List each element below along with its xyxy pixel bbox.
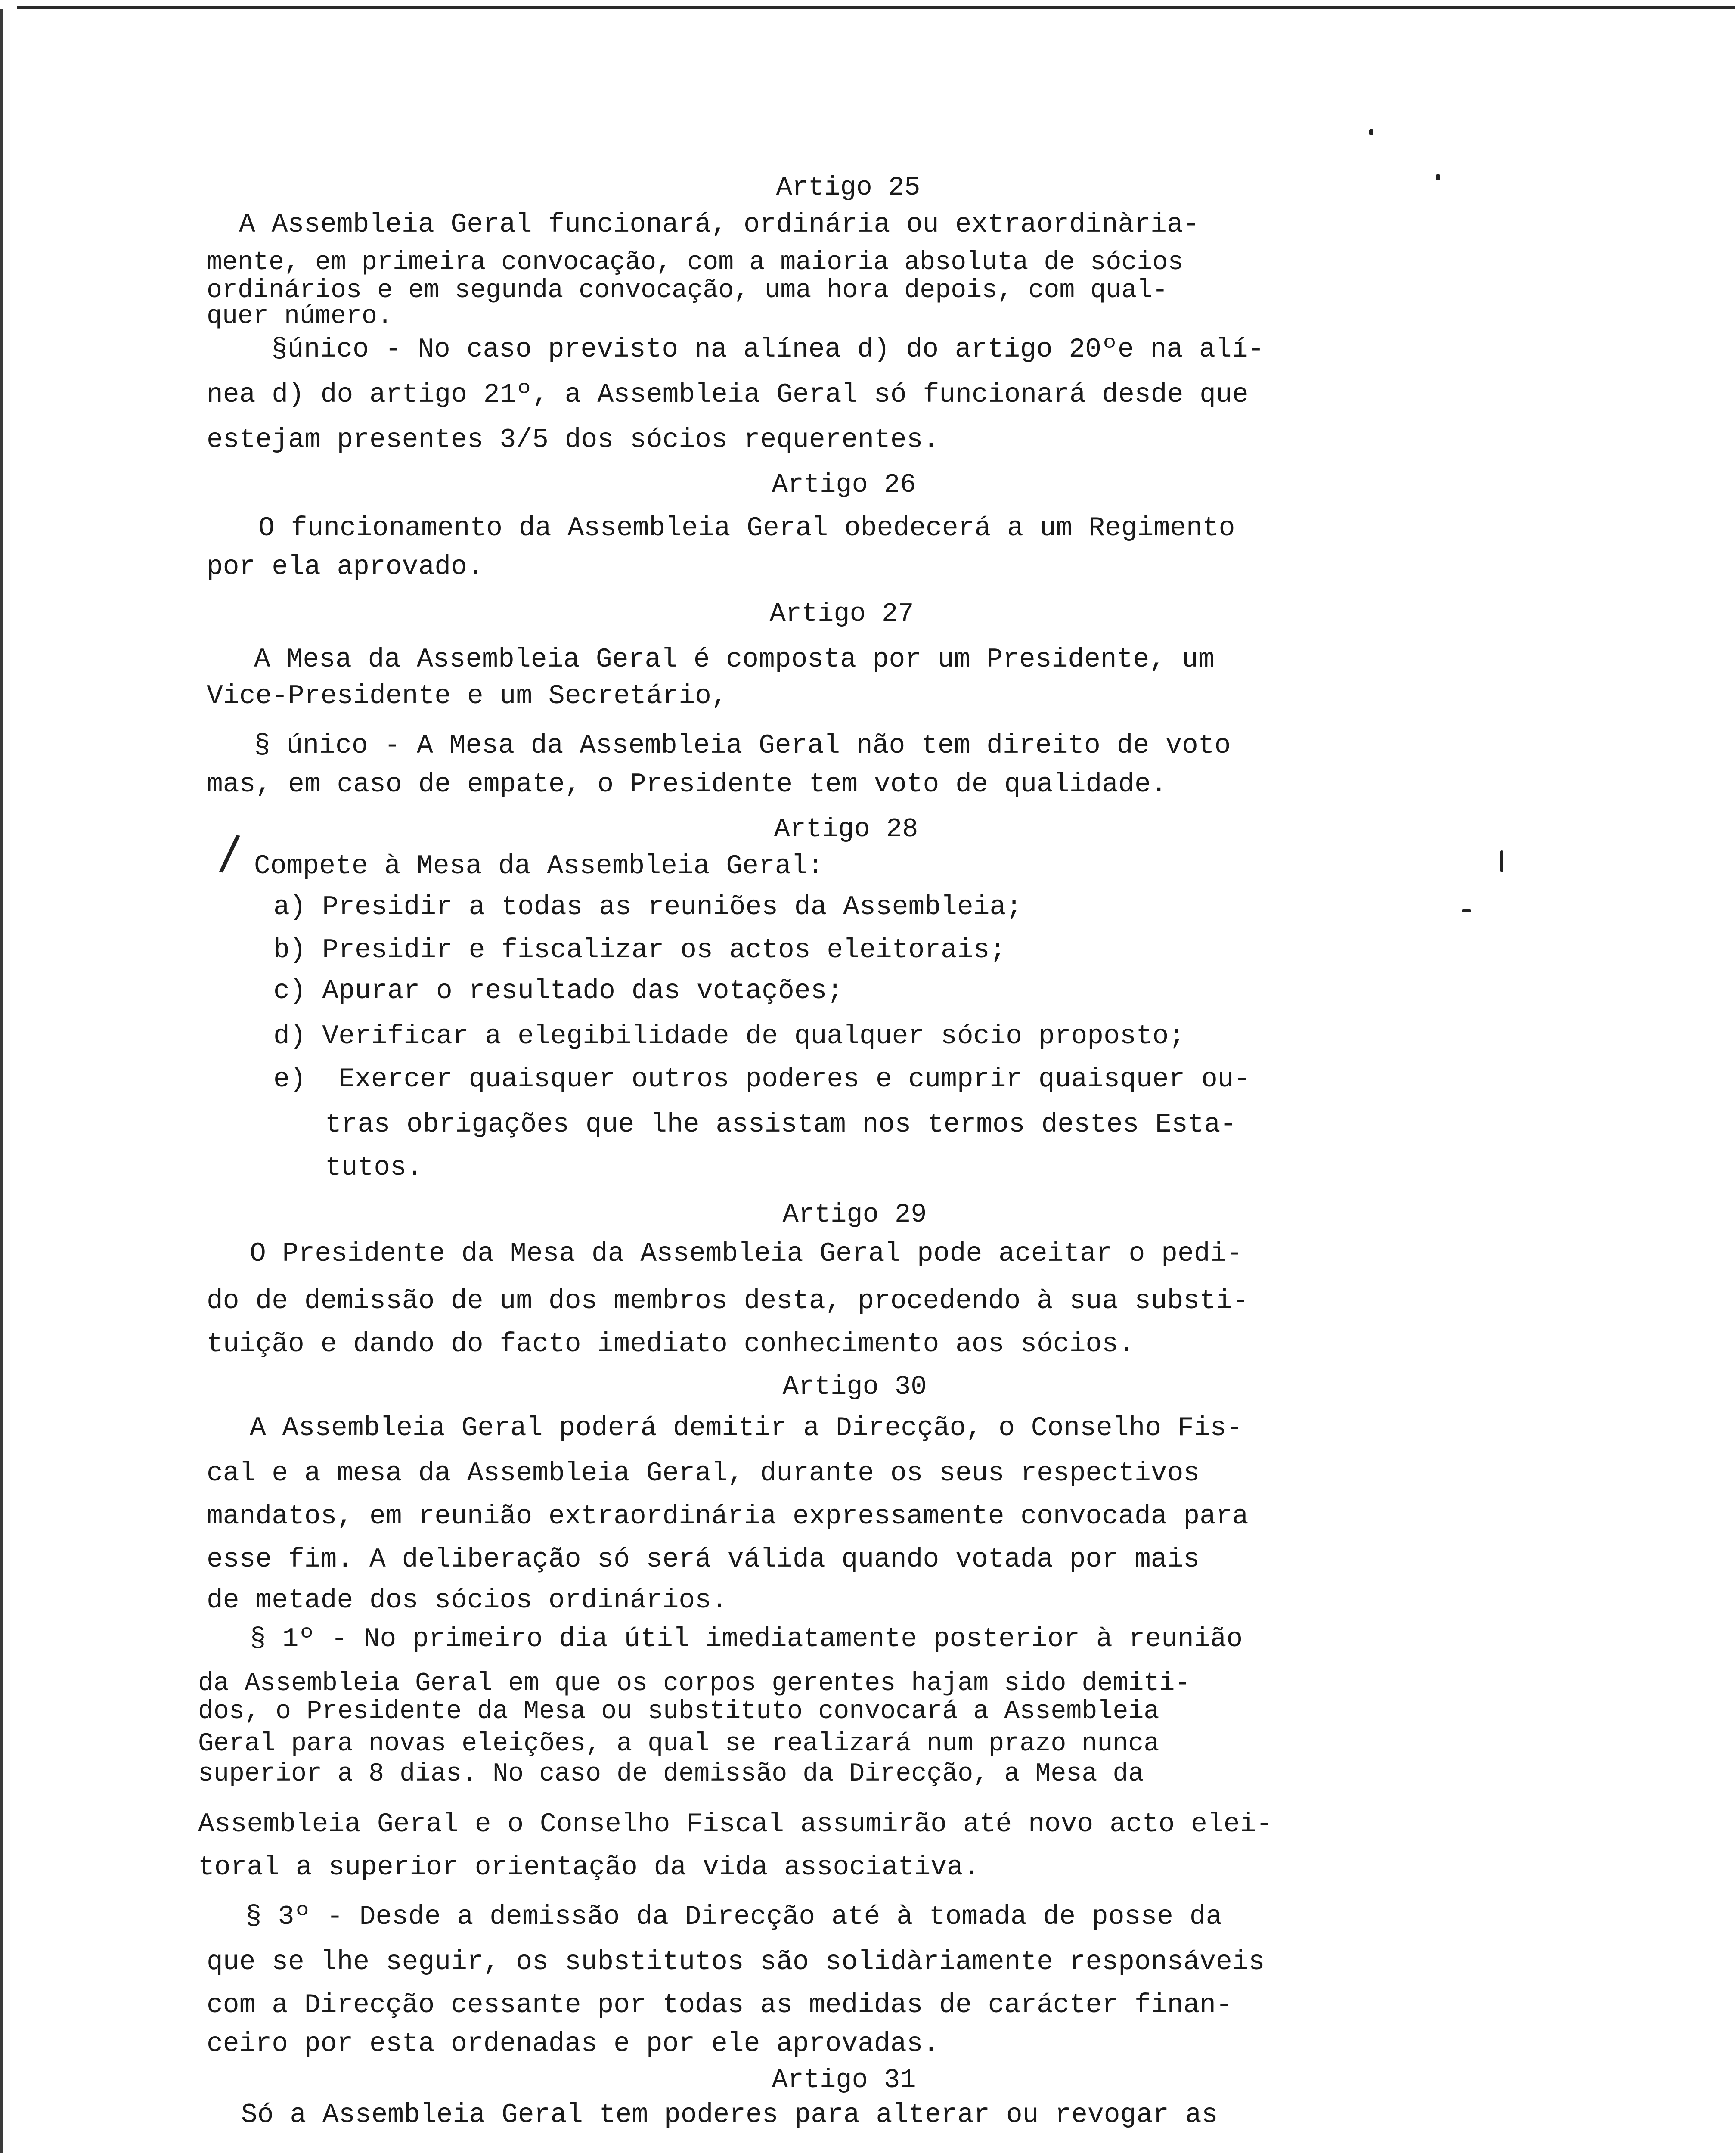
article-heading: Artigo 27 <box>769 599 914 629</box>
text-line: quer número. <box>207 302 393 331</box>
article-heading: Artigo 29 <box>782 1199 927 1230</box>
scan-speck <box>1436 174 1440 180</box>
text-line: A Assembleia Geral poderá demitir a Direcção, o Conselho Fis- <box>250 1413 1243 1443</box>
text-line: dos, o Presidente da Mesa ou substituto convocará a Assembleia <box>198 1697 1159 1726</box>
text-line: de metade dos sócios ordinários. <box>207 1585 728 1616</box>
article-heading: Artigo 28 <box>774 814 918 844</box>
text-line: por ela aprovado. <box>207 552 484 582</box>
text-line: Geral para novas eleições, a qual se realizará num prazo nunca <box>198 1729 1159 1759</box>
text-line: tuição e dando do facto imediato conhecimento aos sócios. <box>207 1329 1135 1359</box>
article-heading: Artigo 25 <box>776 172 921 203</box>
list-item: c) Apurar o resultado das votações; <box>273 976 843 1006</box>
text-line: A Mesa da Assembleia Geral é composta por um Presidente, um <box>254 644 1215 675</box>
text-line: §único - No caso previsto na alínea d) do artigo 20ºe na alí- <box>271 334 1265 365</box>
text-line: mente, em primeira convocação, com a maioria absoluta de sócios <box>207 248 1184 277</box>
scan-speck <box>1369 129 1373 135</box>
text-line: § 3º - Desde a demissão da Direcção até à tomada de posse da <box>245 1902 1222 1932</box>
text-line: com a Direcção cessante por todas as medidas de carácter finan- <box>207 1990 1232 2020</box>
text-line: Vice-Presidente e um Secretário, <box>207 681 728 711</box>
text-line: que se lhe seguir, os substitutos são solidàriamente responsáveis <box>207 1947 1265 1977</box>
text-line: A Assembleia Geral funcionará, ordinária ou extraordinària- <box>239 209 1200 240</box>
list-item-continuation: tras obrigações que lhe assistam nos termos destes Esta- <box>325 1109 1237 1140</box>
text-line: O Presidente da Mesa da Assembleia Geral pode aceitar o pedi- <box>250 1238 1243 1269</box>
text-line: mas, em caso de empate, o Presidente tem voto de qualidade. <box>207 769 1167 800</box>
margin-bracket-mark: / <box>218 824 242 881</box>
text-line: § único - A Mesa da Assembleia Geral não tem direito de voto <box>254 730 1231 761</box>
article-heading: Artigo 30 <box>782 1371 927 1402</box>
list-item: a) Presidir a todas as reuniões da Assembleia; <box>273 892 1023 922</box>
article-heading: Artigo 31 <box>772 2065 916 2095</box>
article-heading: Artigo 26 <box>772 469 916 500</box>
text-line: O funcionamento da Assembleia Geral obedecerá a um Regimento <box>258 513 1235 543</box>
scan-top-border <box>17 6 1735 9</box>
text-line: ceiro por esta ordenadas e por ele aprovadas. <box>207 2029 939 2059</box>
list-item: d) Verificar a elegibilidade de qualquer sócio proposto; <box>273 1021 1185 1052</box>
text-line: da Assembleia Geral em que os corpos gerentes hajam sido demiti- <box>198 1669 1190 1698</box>
text-line: Só a Assembleia Geral tem poderes para alterar ou revogar as <box>241 2100 1218 2130</box>
scan-speck <box>1500 850 1503 872</box>
text-line: cal e a mesa da Assembleia Geral, durante os seus respectivos <box>207 1458 1200 1489</box>
text-line: nea d) do artigo 21º, a Assembleia Geral só funcionará desde que <box>207 379 1249 410</box>
list-item: e) Exercer quaisquer outros poderes e cumprir quaisquer ou- <box>273 1064 1250 1095</box>
text-line: Assembleia Geral e o Conselho Fiscal assumirão até novo acto elei- <box>198 1809 1273 1840</box>
scan-left-border <box>0 9 3 2153</box>
list-item-continuation: tutos. <box>325 1152 423 1183</box>
text-line: superior a 8 dias. No caso de demissão da Direcção, a Mesa da <box>198 1759 1144 1789</box>
text-line: esse fim. A deliberação só será válida quando votada por mais <box>207 1544 1200 1575</box>
text-line: mandatos, em reunião extraordinária expressamente convocada para <box>207 1501 1249 1532</box>
scan-speck <box>1462 909 1471 912</box>
text-line: do de demissão de um dos membros desta, procedendo à sua substi- <box>207 1286 1249 1316</box>
text-line: toral a superior orientação da vida associativa. <box>198 1852 980 1883</box>
text-line: Compete à Mesa da Assembleia Geral: <box>254 851 824 881</box>
text-line: ordinários e em segunda convocação, uma hora depois, com qual- <box>207 276 1168 305</box>
text-line: § 1º - No primeiro dia útil imediatamente posterior à reunião <box>250 1624 1243 1654</box>
list-item: b) Presidir e fiscalizar os actos eleitorais; <box>273 935 1006 965</box>
text-line: estejam presentes 3/5 dos sócios requerentes. <box>207 425 939 455</box>
